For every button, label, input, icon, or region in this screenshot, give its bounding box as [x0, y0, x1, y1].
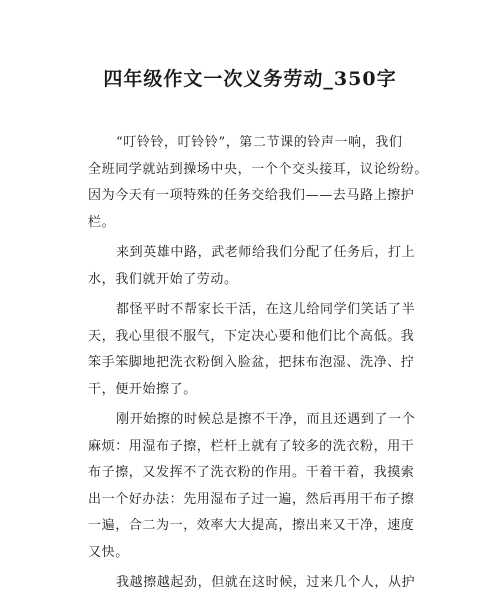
text-line: 笨手笨脚地把洗衣粉倒入脸盆，把抹布泡湿、洗净、拧	[88, 355, 415, 370]
paragraph	[88, 570, 418, 597]
text-line: 又快。	[88, 544, 129, 560]
paragraph	[88, 240, 418, 293]
text-line: 都怪平时不帮家长干活，在这儿给同学们笑话了半	[116, 302, 416, 317]
text-line: 刚开始擦的时候总是擦不干净，而且还遇到了一个	[116, 412, 416, 427]
text-line: 出一个好办法：先用湿布子过一遍，然后再用干布子擦	[88, 491, 415, 507]
text-line: 全班同学就站到操场中央，一个个交头接耳，议论纷纷。	[88, 161, 429, 177]
text-line: 麻烦：用湿布子擦，栏杆上就有了较多的洗衣粉，用干	[88, 438, 415, 454]
text-line: 我越擦越起劲，但就在这时候，过来几个人，从护	[116, 575, 416, 590]
text-line: 天，我心里很不服气，下定决心要和他们比个高低。我	[88, 328, 415, 344]
text-line: 来到英雄中路，武老师给我们分配了任务后，打上	[116, 245, 416, 260]
text-line: 一遍，合二为一，效率大大提高，擦出来又干净，速度	[88, 518, 415, 533]
document-body	[88, 130, 429, 601]
text-line: 水，我们就开始了劳动。	[88, 271, 238, 287]
text-line: 栏。	[88, 214, 116, 230]
text-line: 因为今天有一项特殊的任务交给我们——去马路上擦护	[88, 188, 415, 203]
paragraph	[88, 297, 418, 403]
paragraph	[88, 407, 418, 566]
text-line: 干，便开始擦了。	[88, 381, 197, 397]
text-line: 布子擦，又发挥不了洗衣粉的作用。干着干着，我摸索	[88, 465, 415, 480]
document-title: 四年级作文一次义务劳动_350字	[103, 68, 397, 90]
paragraph	[88, 130, 429, 236]
text-line: “叮铃铃，叮铃铃”，第二节课的铃声一响，我们	[116, 135, 403, 150]
